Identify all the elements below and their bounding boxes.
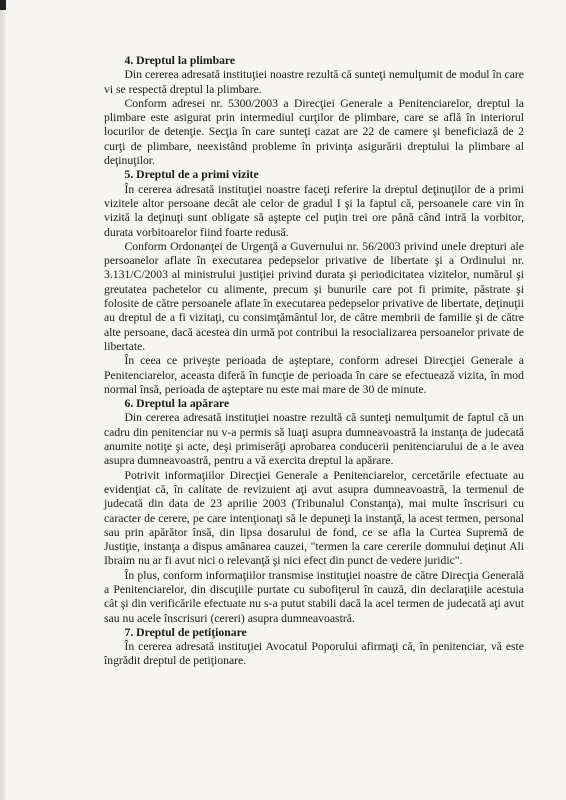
- paragraph: În plus, conform informaţiilor transmise instituţiei noastre de către Direcţia Generală a Penitenciarelor, din discuţiile purtate cu subofiţerul în cauză, din declaraţiile acestuia cât şi din verificările efectuate nu s-a putut stabili dacă la acel termen de judecată aţi avut sau nu acele înscrisuri (cereri) asupra dumneavoastră.: [104, 568, 524, 625]
- scan-corner-mark: [0, 0, 6, 10]
- paragraph: Conform Ordonanţei de Urgenţă a Guvernului nr. 56/2003 privind unele drepturi ale persoanelor aflate în executarea pedepselor privative de libertate şi a Ordinului nr. 3.131/C/2003 al ministrului justiţiei privind durata şi periodicitatea vizitelor, numărul şi greutatea pachetelor cu alimente, precum şi bunurile care pot fi primite, păstrate şi folosite de către persoanele aflate în executarea pedepselor privative de libertate, deţinuţii au dreptul de a fi vizitaţi, cu consimţământul lor, de către membrii de familie şi de către alte persoane, dacă acestea din urmă pot contribui la resocializarea persoanelor private de libertate.: [104, 239, 524, 353]
- scan-edge: [0, 0, 6, 800]
- section-7: [104, 626, 524, 669]
- paragraph: În cererea adresată instituţiei Avocatul Poporului afirmaţi că, în penitenciar, vă este îngrădit dreptul de petiţionare.: [104, 640, 524, 668]
- paragraph: Din cererea adresată instituţiei noastre rezultă că sunteţi nemulţumit de faptul că un cadru din penitenciar nu v-a permis să luaţi asupra dumneavoastră la instanţa de judecată anumite notiţe şi acte, deşi primiserăţi aprobarea conducerii penitenciarului de a le avea asupra dumneavoastră, pentru a vă exercita dreptul la apărare.: [104, 411, 524, 468]
- paragraph: Conform adresei nr. 5300/2003 a Direcţiei Generale a Penitenciarelor, dreptul la plimbare este asigurat prin intermediul curţilor de plimbare, care se află în interiorul locurilor de detenţie. Secţia în care sunteţi cazat are 22 de camere şi beneficiază de 2 curţi de plimbare, neexistând probleme în privinţa asigurării dreptului la plimbare al deţinuţilor.: [104, 96, 524, 168]
- section-heading: 4. Dreptul la plimbare: [124, 54, 236, 67]
- document-body: [104, 54, 524, 669]
- paragraph: Potrivit informaţiilor Direcţiei Generale a Penitenciarelor, cercetările efectuate au evidenţiat că, în calitate de revizuient aţi avut asupra dumneavoastră, la termenul de judecată din data de 23 aprilie 2003 (Tribunalul Constanţa), mai multe înscrisuri cu caracter de cerere, pe care intenţionaţi să le depuneţi la instanţă, la acest termen, personal sau prin apărător însă, din lipsa dosarului de fond, ce se afla la Curtea Supremă de Justiţie, instanţa a dispus amânarea cauzei, "termen la care cererile domnului deţinut Ali Ibraim nu ar fi avut nici o relevanţă şi nici efect din punct de vedere juridic".: [104, 468, 524, 568]
- section-heading: 6. Dreptul la apărare: [124, 397, 230, 411]
- section-heading: 7. Dreptul de petiţionare: [124, 625, 247, 639]
- paragraph: În cererea adresată instituţiei noastre faceţi referire la dreptul deţinuţilor de a primi vizitele altor persoane decât ale celor de gradul I şi la faptul că, persoanele care vin în vizită la deţinuţi sunt obligate să aştepte cel puţin trei ore până când intră la vorbitor, durata vorbitoarelor fiind foarte redusă.: [104, 182, 524, 239]
- paragraph: Din cererea adresată instituţiei noastre rezultă că sunteţi nemulţumit de modul în care vi se respectă dreptul la plimbare.: [104, 68, 524, 96]
- section-5: [104, 168, 524, 397]
- section-heading: 5. Dreptul de a primi vizite: [124, 168, 259, 182]
- section-4: [104, 54, 524, 168]
- paragraph: În ceea ce priveşte perioada de aşteptare, conform adresei Direcţiei Generale a Penitenciarelor, aceasta diferă în funcţie de perioada în care se efectuează vizita, în mod normal însă, perioada de aşteptare nu este mai mare de 30 de minute.: [104, 354, 524, 396]
- section-6: [104, 397, 524, 626]
